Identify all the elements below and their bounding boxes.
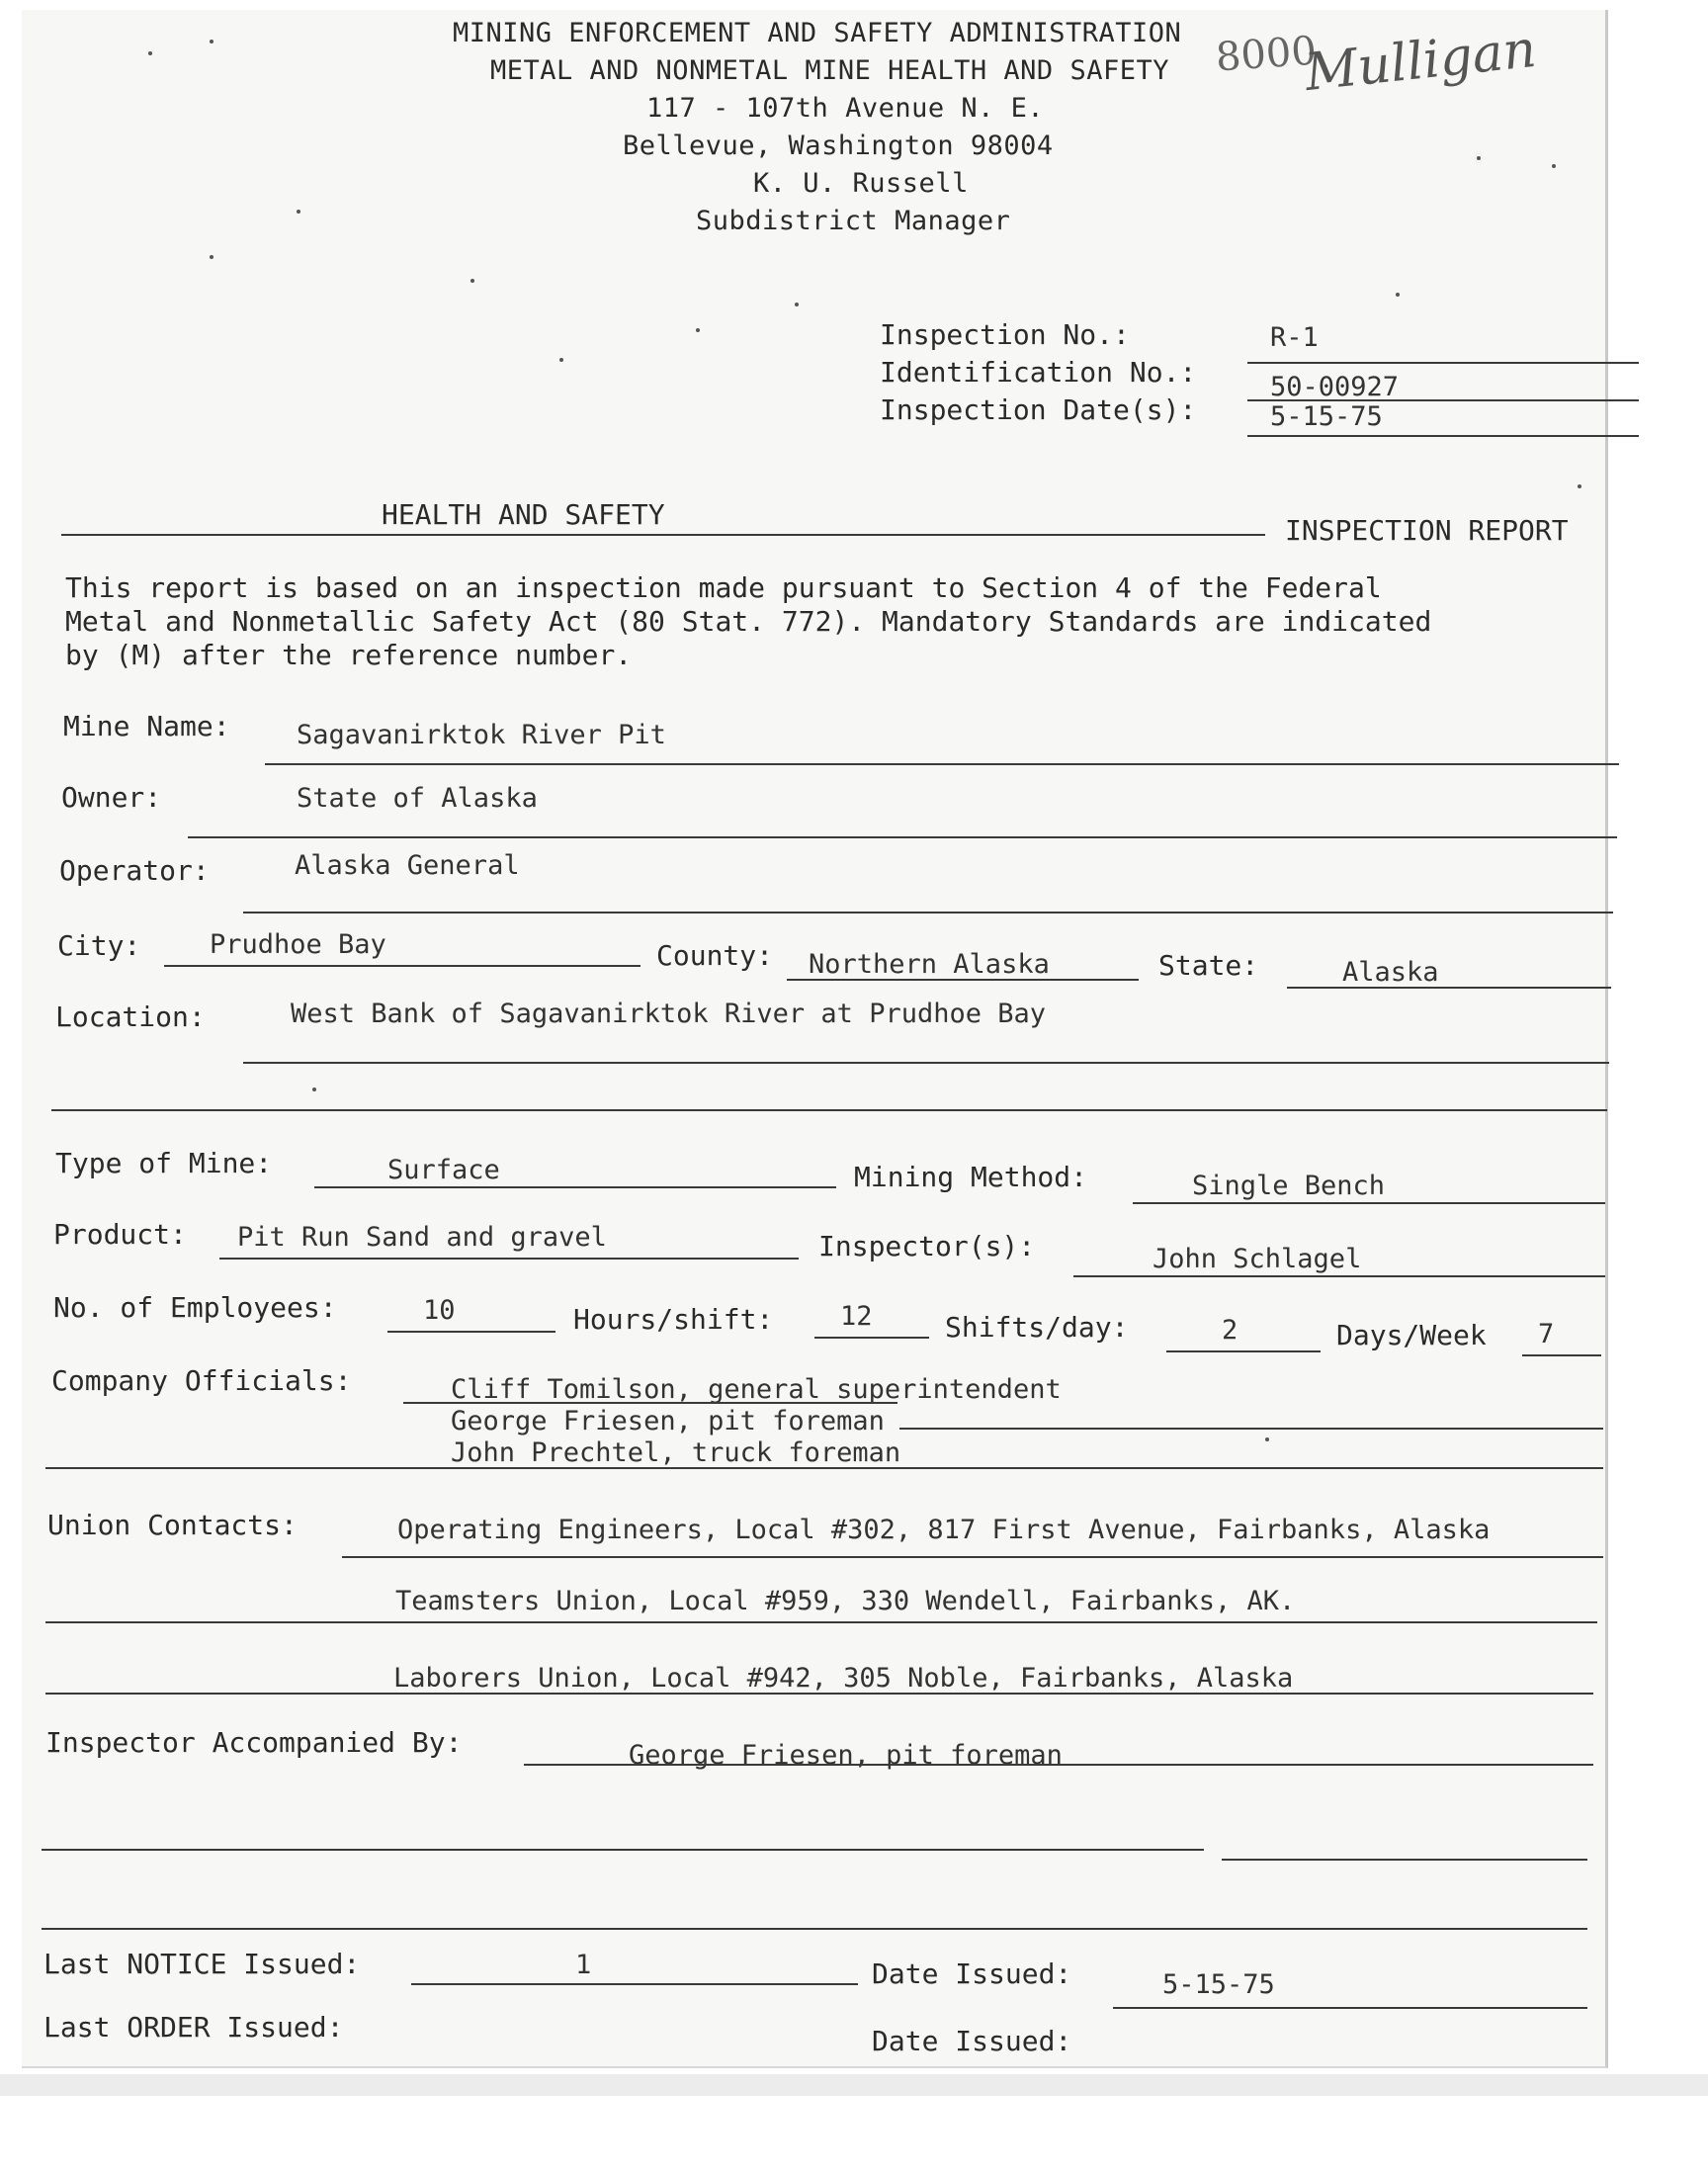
mine-name-label: Mine Name: <box>63 710 230 742</box>
location-value: West Bank of Sagavanirktok River at Prudhoe Bay <box>291 999 1047 1029</box>
method-value: Single Bench <box>1192 1171 1386 1201</box>
mine-name-line <box>265 763 1619 765</box>
hours-label: Hours/shift: <box>573 1303 774 1336</box>
type-value: Surface <box>387 1155 500 1185</box>
scan-speck <box>795 303 799 306</box>
scan-speck <box>1477 156 1481 160</box>
state-line <box>1287 987 1611 989</box>
title-rule <box>61 534 1265 536</box>
inspection-no-line <box>1247 362 1639 364</box>
employees-label: No. of Employees: <box>53 1291 337 1324</box>
title-right: INSPECTION REPORT <box>1285 514 1569 547</box>
state-label: State: <box>1158 949 1259 982</box>
officials-line-2 <box>899 1428 1603 1430</box>
header-agency: MINING ENFORCEMENT AND SAFETY ADMINISTRATION <box>453 18 1182 48</box>
scan-speck <box>696 328 700 332</box>
employees-line <box>387 1331 555 1333</box>
inspectors-label: Inspector(s): <box>818 1230 1036 1262</box>
title-left: HEALTH AND SAFETY <box>382 498 665 531</box>
shifts-value: 2 <box>1222 1315 1238 1346</box>
union-3: Laborers Union, Local #942, 305 Noble, Fairbanks, Alaska <box>393 1663 1294 1694</box>
union-line-2 <box>45 1621 1597 1623</box>
last-notice-label: Last NOTICE Issued: <box>43 1948 361 1980</box>
county-label: County: <box>656 939 774 972</box>
inspection-dates-label: Inspection Date(s): <box>880 393 1197 426</box>
last-order-label: Last ORDER Issued: <box>43 2011 344 2044</box>
date-issued-value: 5-15-75 <box>1162 1969 1275 2000</box>
inspection-dates-value: 5-15-75 <box>1270 401 1383 432</box>
inspection-no-label: Inspection No.: <box>880 318 1130 351</box>
inspection-dates-line <box>1247 435 1639 437</box>
date-issued-line <box>1113 2007 1587 2009</box>
date-issued-2-label: Date Issued: <box>872 2025 1072 2057</box>
scan-speck <box>210 255 214 259</box>
date-issued-label: Date Issued: <box>872 1958 1072 1990</box>
official-1: Cliff Tomilson, general superintendent <box>451 1374 1062 1405</box>
last-notice-line <box>411 1983 858 1985</box>
product-value: Pit Run Sand and gravel <box>237 1222 607 1253</box>
inspectors-line <box>1073 1275 1605 1277</box>
days-line <box>1522 1354 1601 1356</box>
days-value: 7 <box>1538 1319 1555 1349</box>
accompanied-line <box>524 1764 1593 1766</box>
accompanied-value: George Friesen, pit foreman <box>629 1740 1063 1771</box>
identification-no-value: 50-00927 <box>1270 372 1400 402</box>
shifts-line <box>1166 1350 1321 1352</box>
location-line-1 <box>243 1062 1609 1064</box>
officials-line-1 <box>403 1402 897 1404</box>
intro-line-2: Metal and Nonmetallic Safety Act (80 Stat. 772). Mandatory Standards are indicated <box>65 605 1432 638</box>
header-manager-name: K. U. Russell <box>753 168 969 199</box>
hours-value: 12 <box>840 1301 873 1332</box>
last-notice-value: 1 <box>575 1950 592 1980</box>
method-label: Mining Method: <box>854 1161 1088 1193</box>
method-line <box>1133 1202 1605 1204</box>
header-division: METAL AND NONMETAL MINE HEALTH AND SAFETY <box>490 55 1169 86</box>
header-street: 117 - 107th Avenue N. E. <box>646 93 1045 124</box>
city-line <box>164 965 640 967</box>
type-label: Type of Mine: <box>55 1147 273 1179</box>
scan-speck <box>1578 484 1581 488</box>
scan-speck <box>1552 164 1556 168</box>
blank-line-1b <box>1222 1859 1587 1861</box>
city-label: City: <box>57 929 141 962</box>
type-line <box>314 1186 836 1188</box>
scan-speck <box>210 40 214 44</box>
employees-value: 10 <box>423 1295 456 1326</box>
owner-line <box>188 836 1617 838</box>
operator-line <box>243 912 1613 914</box>
county-value: Northern Alaska <box>809 949 1050 980</box>
identification-no-label: Identification No.: <box>880 356 1197 389</box>
header-manager-title: Subdistrict Manager <box>696 206 1011 236</box>
state-value: Alaska <box>1342 957 1439 988</box>
header-city: Bellevue, Washington 98004 <box>623 130 1054 161</box>
scan-speck <box>148 51 152 55</box>
owner-value: State of Alaska <box>297 783 538 814</box>
handwritten-number: 8000 <box>1214 28 1319 81</box>
owner-label: Owner: <box>61 781 162 814</box>
union-line-3 <box>45 1693 1593 1695</box>
operator-label: Operator: <box>59 854 210 887</box>
scan-speck <box>470 279 474 283</box>
product-label: Product: <box>53 1218 187 1251</box>
scan-speck <box>559 358 563 362</box>
scan-edge <box>0 2074 1708 2096</box>
handwritten-signature: Mulligan <box>1302 19 1539 104</box>
scan-speck <box>297 210 300 214</box>
intro-line-1: This report is based on an inspection made pursuant to Section 4 of the Federal <box>65 571 1382 604</box>
accompanied-label: Inspector Accompanied By: <box>45 1726 463 1759</box>
location-label: Location: <box>55 1000 206 1033</box>
officials-line-3 <box>45 1467 1603 1469</box>
union-line-1 <box>342 1556 1603 1558</box>
union-2: Teamsters Union, Local #959, 330 Wendell, Fairbanks, AK. <box>395 1586 1296 1616</box>
scan-speck <box>1265 1437 1269 1441</box>
official-3: John Prechtel, truck foreman <box>451 1437 901 1468</box>
officials-label: Company Officials: <box>51 1364 352 1397</box>
scan-speck <box>312 1088 316 1091</box>
union-1: Operating Engineers, Local #302, 817 First Avenue, Fairbanks, Alaska <box>397 1515 1491 1545</box>
product-line <box>219 1258 799 1260</box>
city-value: Prudhoe Bay <box>210 929 386 960</box>
union-label: Union Contacts: <box>47 1509 298 1541</box>
inspection-no-value: R-1 <box>1270 322 1319 353</box>
county-line <box>787 979 1139 981</box>
operator-value: Alaska General <box>295 850 520 881</box>
official-2: George Friesen, pit foreman <box>451 1406 885 1436</box>
mine-name-value: Sagavanirktok River Pit <box>297 720 666 750</box>
intro-line-3: by (M) after the reference number. <box>65 639 633 671</box>
shifts-label: Shifts/day: <box>945 1311 1129 1344</box>
location-line-2 <box>51 1109 1607 1111</box>
blank-line-2 <box>42 1928 1587 1930</box>
hours-line <box>814 1337 929 1339</box>
days-label: Days/Week <box>1336 1319 1487 1351</box>
scan-speck <box>1396 293 1400 297</box>
inspectors-value: John Schlagel <box>1153 1244 1362 1274</box>
blank-line-1a <box>42 1849 1204 1851</box>
